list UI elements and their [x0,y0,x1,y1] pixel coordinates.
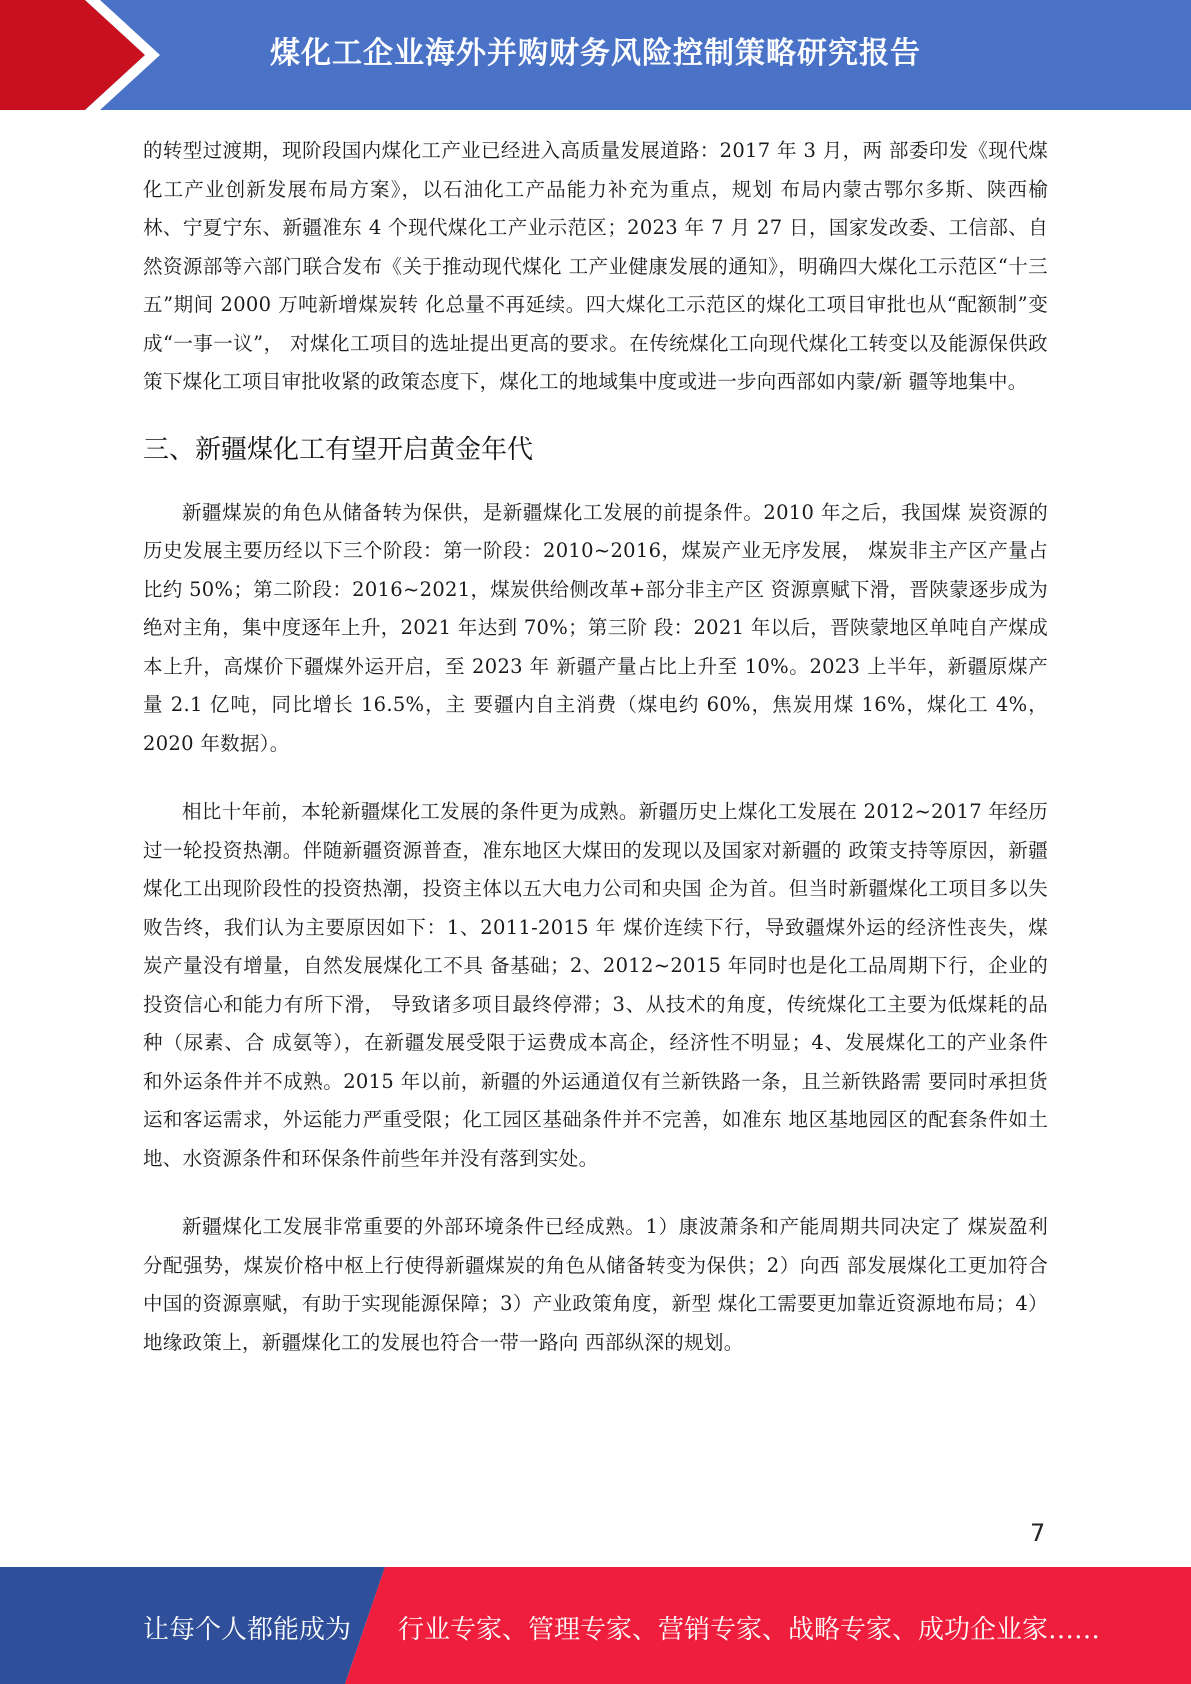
paragraph: 的转型过渡期，现阶段国内煤化工产业已经进入高质量发展道路：2017 年 3 月，两 部委印发《现代煤化工产业创新发展布局方案》，以石油化工产品能力补充为重点，规划 布局内蒙古鄂尔多斯、陕西榆林、宁夏宁东、新疆准东 4 个现代煤化工产业示范区；2023 年 7 月 27 日，国家发改委、工信部、自然资源部等六部门联合发布《关于推动现代煤化 工产业健康发展的通知》，明确四大煤化工示范区“十三五”期间 2000 万吨新增煤炭转 化总量不再延续。四大煤化工示范区的煤化工项目审批也从“配额制”变成“一事一议”， 对煤化工项目的选址提出更高的要求。在传统煤化工向现代煤化工转变以及能源保供政 策下煤化工项目审批收紧的政策态度下，煤化工的地域集中度或进一步向西部如内蒙/新 疆等地集中。 [143,139,1048,393]
paragraph: 相比十年前，本轮新疆煤化工发展的条件更为成熟。新疆历史上煤化工发展在 2012~2017 年经历过一轮投资热潮。伴随新疆资源普查，准东地区大煤田的发现以及国家对新疆的 政策支持等原因，新疆煤化工出现阶段性的投资热潮，投资主体以五大电力公司和央国 企为首。但当时新疆煤化工项目多以失败告终，我们认为主要原因如下：1、2011-2015 年 煤价连续下行，导致疆煤外运的经济性丧失，煤炭产量没有增量，自然发展煤化工不具 备基础；2、2012~2015 年同时也是化工品周期下行，企业的投资信心和能力有所下滑， 导致诸多项目最终停滞；3、从技术的角度，传统煤化工主要为低煤耗的品种（尿素、合 成氨等），在新疆发展受限于运费成本高企，经济性不明显；4、发展煤化工的产业条件 和外运条件并不成熟。2015 年以前，新疆的外运通道仅有兰新铁路一条，且兰新铁路需 要同时承担货运和客运需求，外运能力严重受限；化工园区基础条件并不完善，如准东 地区基地园区的配套条件如土地、水资源条件和环保条件前些年并没有落到实处。 [143,800,1048,1170]
page-content [143,132,1048,1362]
page-footer [0,1567,1191,1684]
footer-slogan-left: 让每个人都能成为 [143,1615,352,1645]
footer-slogan-right: 行业专家、管理专家、营销专家、战略专家、成功企业家…… [398,1615,1101,1645]
report-title: 煤化工企业海外并购财务风险控制策略研究报告 [270,36,921,71]
paragraph: 新疆煤炭的角色从储备转为保供，是新疆煤化工发展的前提条件。2010 年之后，我国煤 炭资源的历史发展主要历经以下三个阶段：第一阶段：2010~2016，煤炭产业无序发展， 煤炭非主产区产量占比约 50%；第二阶段：2016~2021，煤炭供给侧改革+部分非主产区 资源禀赋下滑，晋陕蒙逐步成为绝对主角，集中度逐年上升，2021 年达到 70%；第三阶 段：2021 年以后，晋陕蒙地区单吨自产煤成本上升，高煤价下疆煤外运开启，至 2023 年 新疆产量占比上升至 10%。2023 上半年，新疆原煤产量 2.1 亿吨，同比增长 16.5%，主 要疆内自主消费（煤电约 60%，焦炭用煤 16%，煤化工 4%，2020 年数据）。 [143,500,1048,755]
page-number: 7 [1030,1519,1046,1547]
section-heading: 三、新疆煤化工有望开启黄金年代 [143,434,534,465]
page-header [0,0,1191,110]
paragraph: 新疆煤化工发展非常重要的外部环境条件已经成熟。1）康波萧条和产能周期共同决定了 煤炭盈利分配强势，煤炭价格中枢上行使得新疆煤炭的角色从储备转变为保供；2）向西 部发展煤化工更加符合中国的资源禀赋，有助于实现能源保障；3）产业政策角度，新型 煤化工需要更加靠近资源地布局；4）地缘政策上，新疆煤化工的发展也符合一带一路向 西部纵深的规划。 [143,1215,1048,1354]
